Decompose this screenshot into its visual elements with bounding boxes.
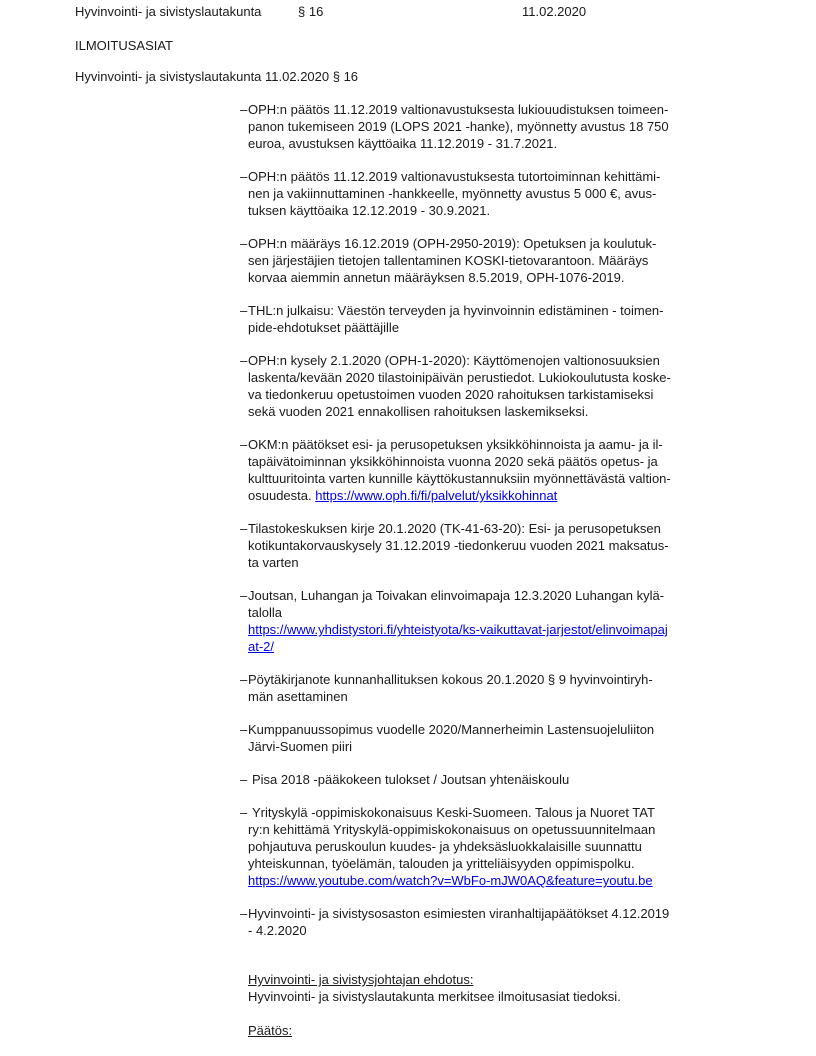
bullet-dash: – — [240, 722, 248, 737]
bullet-line: sen järjestäjien tietojen tallentaminen KOSKI-tietovarantoon. Määräys — [248, 253, 649, 268]
bullet-line — [248, 872, 816, 889]
header-section-number: § 16 — [298, 4, 324, 19]
list-item — [240, 235, 816, 286]
bullet-line: OPH:n päätös 11.12.2019 valtionavustuksesta lukiouudistuksen toimeen- — [248, 102, 669, 117]
bullet-line: Kumppanuussopimus vuodelle 2020/Mannerheimin Lastensuojeluliiton — [248, 722, 655, 737]
page-footer — [248, 971, 816, 1039]
bullet-line: pide-ehdotukset päättäjille — [248, 320, 400, 335]
page-title: ILMOITUSASIAT — [75, 38, 173, 53]
list-item — [240, 721, 816, 755]
bullet-dash: – — [240, 906, 248, 921]
bullet-dash: – — [240, 772, 248, 787]
bullet-line: talolla — [248, 605, 282, 620]
bullet-line: sekä vuoden 2021 ennakollisen rahoituksen laskemikseksi. — [248, 404, 589, 419]
header-date: 11.02.2020 — [522, 4, 587, 19]
bullet-line: Hyvinvointi- ja sivistysosaston esimiesten viranhaltijapäätökset 4.12.2019 — [248, 906, 670, 921]
bullet-dash: – — [240, 588, 248, 603]
bullet-line: panon tukemiseen 2019 (LOPS 2021 -hanke), myönnetty avustus 18 750 — [248, 119, 669, 134]
hyperlink[interactable]: at-2/ — [248, 639, 275, 654]
bullet-dash: – — [240, 437, 248, 452]
list-item — [240, 671, 816, 705]
bullet-line: kulttuuritointa varten kunnille käyttökustannuksiin myönnettävästä valtion- — [248, 471, 671, 486]
bullet-dash: – — [240, 303, 248, 318]
bullet-line: Joutsan, Luhangan ja Toivakan elinvoimapaja 12.3.2020 Luhangan kylä- — [248, 588, 665, 603]
bullet-line: ry:n kehittämä Yrityskylä-oppimiskokonaisuus on opetussuunnitelmaan — [248, 822, 656, 837]
bullet-line: laskenta/kevään 2020 tilastoinipäivän perustiedot. Lukiokoulutusta koske- — [248, 370, 671, 385]
hyperlink[interactable]: https://www.youtube.com/watch?v=WbFo-mJW0AQ&feature=youtu.be — [248, 873, 653, 888]
decision-heading: Päätös: — [248, 1023, 293, 1038]
bullet-dash: – — [240, 236, 248, 251]
bullet-text: osuudesta. — [248, 488, 316, 503]
bullet-line: pohjautuva peruskoulun kuudes- ja yhdeksäsluokkalaisille suunnattu — [248, 839, 642, 854]
hyperlink[interactable]: https://www.yhdistystori.fi/yhteistyota/ks-vaikuttavat-jarjestot/elinvoimapaj — [248, 622, 668, 637]
bullet-line: Pöytäkirjanote kunnanhallituksen kokous 20.1.2020 § 9 hyvinvointiryh- — [248, 672, 653, 687]
bullet-line: Yrityskylä -oppimiskokonaisuus Keski-Suomeen. Talous ja Nuoret TAT — [252, 805, 655, 820]
bullet-line: OKM:n päätökset esi- ja perusopetuksen yksikköhinnoista ja aamu- ja il- — [248, 437, 663, 452]
list-item — [240, 771, 816, 788]
bullet-dash: – — [240, 521, 248, 536]
bullet-line: Järvi-Suomen piiri — [248, 739, 353, 754]
proposal-text: Hyvinvointi- ja sivistyslautakunta merkitsee ilmoitusasiat tiedoksi. — [248, 989, 621, 1004]
list-item — [240, 436, 816, 504]
bullet-dash: – — [240, 353, 248, 368]
bullet-line: Tilastokeskuksen kirje 20.1.2020 (TK-41-63-20): Esi- ja perusopetuksen — [248, 521, 661, 536]
notice-list — [240, 101, 816, 939]
list-item — [240, 101, 816, 152]
committee-date-subheader: Hyvinvointi- ja sivistyslautakunta 11.02.2020 § 16 — [75, 69, 359, 84]
list-item — [240, 804, 816, 889]
bullet-line: män asettaminen — [248, 689, 348, 704]
list-item — [240, 302, 816, 336]
bullet-line: tapäivätoiminnan yksikköhinnoista vuonna 2020 sekä päätös opetus- ja — [248, 454, 658, 469]
proposal-heading: Hyvinvointi- ja sivistysjohtajan ehdotus: — [248, 972, 474, 987]
bullet-line: yhteiskunnan, työelämän, talouden ja yritteliäisyyden oppimispolku. — [248, 856, 635, 871]
bullet-line: Pisa 2018 -pääkokeen tulokset / Joutsan yhtenäiskoulu — [252, 772, 570, 787]
list-item — [240, 587, 816, 655]
list-item — [240, 520, 816, 571]
bullet-line: OPH:n kysely 2.1.2020 (OPH-1-2020): Käyttömenojen valtionosuuksien — [248, 353, 660, 368]
bullet-line — [248, 487, 816, 504]
bullet-dash: – — [240, 805, 248, 820]
header-committee-name: Hyvinvointi- ja sivistyslautakunta — [75, 4, 262, 19]
hyperlink[interactable]: https://www.oph.fi/fi/palvelut/yksikkohinnat — [315, 488, 558, 503]
bullet-line: korvaa aiemmin annetun määräyksen 8.5.2019, OPH-1076-2019. — [248, 270, 625, 285]
bullet-dash: – — [240, 169, 248, 184]
page-header — [75, 3, 816, 20]
bullet-line — [248, 621, 816, 638]
bullet-line: tuksen käyttöaika 12.12.2019 - 30.9.2021. — [248, 203, 491, 218]
bullet-dash: – — [240, 102, 248, 117]
bullet-line: nen ja vakiinnuttaminen -hankkeelle, myönnetty avustus 5 000 €, avus- — [248, 186, 657, 201]
bullet-line: va tiedonkeruu opetustoimen vuoden 2020 rahoituksen tarkistamiseksi — [248, 387, 654, 402]
bullet-line: euroa, avustuksen käyttöaika 11.12.2019 - 31.7.2021. — [248, 136, 558, 151]
bullet-line: THL:n julkaisu: Väestön terveyden ja hyvinvoinnin edistäminen - toimen- — [248, 303, 664, 318]
bullet-line: kotikuntakorvauskysely 31.12.2019 -tiedonkeruu vuoden 2021 maksatus- — [248, 538, 669, 553]
list-item — [240, 352, 816, 420]
bullet-dash: – — [240, 672, 248, 687]
bullet-line: - 4.2.2020 — [248, 923, 307, 938]
list-item — [240, 168, 816, 219]
list-item — [240, 905, 816, 939]
bullet-line: OPH:n määräys 16.12.2019 (OPH-2950-2019): Opetuksen ja koulutuk- — [248, 236, 657, 251]
bullet-line: OPH:n päätös 11.12.2019 valtionavustuksesta tutortoiminnan kehittämi- — [248, 169, 661, 184]
bullet-line: ta varten — [248, 555, 299, 570]
bullet-line — [248, 638, 816, 655]
